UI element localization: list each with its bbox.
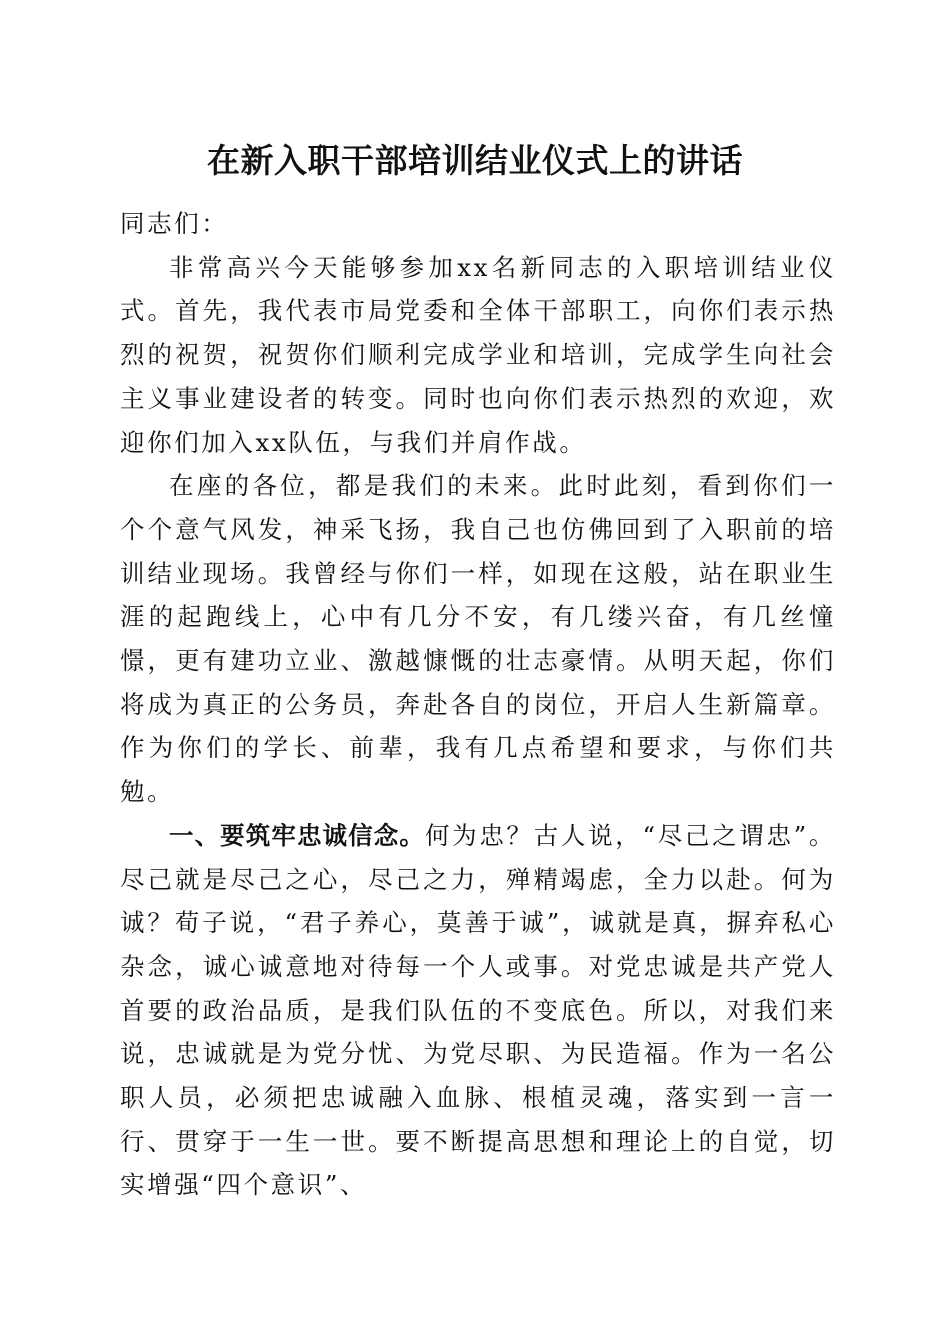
paragraph-3 [120, 814, 836, 1207]
paragraph-2 [120, 464, 836, 814]
paragraph-3-text: 何为忠？古人说，“尽己之谓忠”。尽己就是尽己之心，尽己之力，殚精竭虑，全力以赴。何为诚？荀子说，“君子养心，莫善于诚”，诚就是真，摒弃私心杂念，诚心诚意地对待每一个人或事。对党忠诚是共产党人首要的政治品质，是我们队伍的不变底色。所以，对我们来说，忠诚就是为党分忧、为党尽职、为民造福。作为一名公职人员，必须把忠诚融入血脉、根植灵魂，落实到一言一行、贯穿于一生一世。要不断提高思想和理论上的自觉，切实增强“四个意识”、 [120, 820, 836, 1200]
document-title: 在新入职干部培训结业仪式上的讲话 [207, 141, 743, 180]
paragraph-2-text: 在座的各位，都是我们的未来。此时此刻，看到你们一个个意气风发，神采飞扬，我自己也仿佛回到了入职前的培训结业现场。我曾经与你们一样，如现在这般，站在职业生涯的起跑线上，心中有几分不安，有几缕兴奋，有几丝憧憬，更有建功立业、激越慷慨的壮志豪情。从明天起，你们将成为真正的公务员，奔赴各自的岗位，开启人生新篇章。作为你们的学长、前辈，我有几点希望和要求，与你们共勉。 [120, 471, 836, 807]
salutation: 同志们： [120, 209, 229, 238]
document-body [120, 202, 836, 1207]
paragraph-1-text: 非常高兴今天能够参加xx名新同志的入职培训结业仪式。首先，我代表市局党委和全体干部职工，向你们表示热烈的祝贺，祝贺你们顺利完成学业和培训，完成学生向社会主义事业建设者的转变。同时也向你们表示热烈的欢迎，欢迎你们加入xx队伍，与我们并肩作战。 [120, 252, 836, 457]
paragraph-1 [120, 246, 836, 465]
section-heading-1: 一、要筑牢忠诚信念。 [169, 820, 425, 850]
